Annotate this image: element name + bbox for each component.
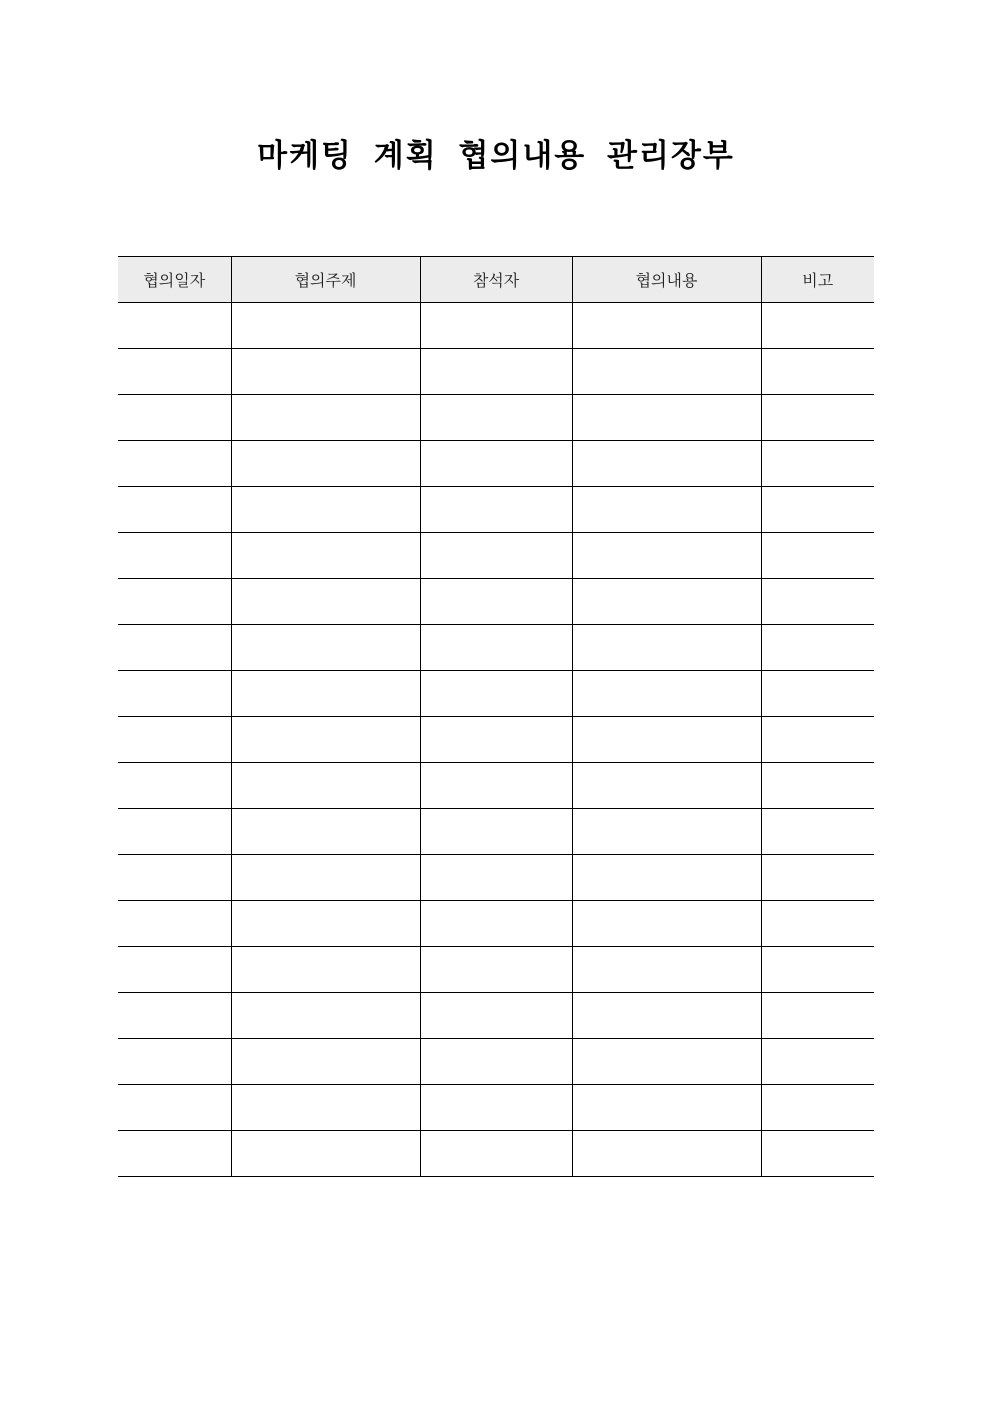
- cell-consult-topic[interactable]: [231, 441, 420, 487]
- cell-consult-content[interactable]: [572, 717, 761, 763]
- cell-consult-content[interactable]: [572, 487, 761, 533]
- cell-consult-date[interactable]: [118, 487, 231, 533]
- cell-remarks[interactable]: [761, 1131, 874, 1177]
- cell-consult-content[interactable]: [572, 947, 761, 993]
- cell-consult-topic[interactable]: [231, 763, 420, 809]
- header-remarks: 비고: [761, 257, 874, 303]
- cell-attendees[interactable]: [420, 901, 572, 947]
- cell-consult-topic[interactable]: [231, 579, 420, 625]
- cell-consult-content[interactable]: [572, 1085, 761, 1131]
- cell-consult-date[interactable]: [118, 809, 231, 855]
- cell-consult-date[interactable]: [118, 625, 231, 671]
- cell-consult-topic[interactable]: [231, 1085, 420, 1131]
- cell-consult-date[interactable]: [118, 1131, 231, 1177]
- cell-consult-content[interactable]: [572, 809, 761, 855]
- cell-consult-content[interactable]: [572, 395, 761, 441]
- cell-attendees[interactable]: [420, 441, 572, 487]
- cell-consult-topic[interactable]: [231, 901, 420, 947]
- cell-consult-topic[interactable]: [231, 487, 420, 533]
- cell-remarks[interactable]: [761, 303, 874, 349]
- cell-consult-topic[interactable]: [231, 947, 420, 993]
- table-row: [118, 1039, 874, 1085]
- cell-consult-content[interactable]: [572, 1039, 761, 1085]
- cell-attendees[interactable]: [420, 625, 572, 671]
- table-row: [118, 671, 874, 717]
- cell-attendees[interactable]: [420, 349, 572, 395]
- cell-remarks[interactable]: [761, 349, 874, 395]
- cell-remarks[interactable]: [761, 579, 874, 625]
- table-row: [118, 809, 874, 855]
- cell-remarks[interactable]: [761, 993, 874, 1039]
- ledger-table: [118, 256, 874, 1177]
- cell-consult-content[interactable]: [572, 901, 761, 947]
- cell-consult-date[interactable]: [118, 671, 231, 717]
- table-body: [118, 303, 874, 1177]
- cell-attendees[interactable]: [420, 303, 572, 349]
- cell-consult-date[interactable]: [118, 303, 231, 349]
- table-row: [118, 487, 874, 533]
- header-consult-date: 협의일자: [118, 257, 231, 303]
- table-row: [118, 625, 874, 671]
- cell-consult-topic[interactable]: [231, 1131, 420, 1177]
- cell-consult-content[interactable]: [572, 533, 761, 579]
- cell-consult-content[interactable]: [572, 303, 761, 349]
- cell-attendees[interactable]: [420, 993, 572, 1039]
- cell-consult-topic[interactable]: [231, 717, 420, 763]
- cell-attendees[interactable]: [420, 671, 572, 717]
- table-row: [118, 395, 874, 441]
- cell-remarks[interactable]: [761, 533, 874, 579]
- cell-consult-topic[interactable]: [231, 993, 420, 1039]
- cell-consult-content[interactable]: [572, 671, 761, 717]
- table-row: [118, 717, 874, 763]
- cell-attendees[interactable]: [420, 763, 572, 809]
- cell-attendees[interactable]: [420, 717, 572, 763]
- cell-consult-content[interactable]: [572, 993, 761, 1039]
- table-row: [118, 947, 874, 993]
- cell-attendees[interactable]: [420, 1085, 572, 1131]
- cell-remarks[interactable]: [761, 671, 874, 717]
- cell-remarks[interactable]: [761, 717, 874, 763]
- cell-consult-date[interactable]: [118, 1085, 231, 1131]
- cell-remarks[interactable]: [761, 901, 874, 947]
- cell-consult-date[interactable]: [118, 901, 231, 947]
- table-row: [118, 441, 874, 487]
- cell-consult-topic[interactable]: [231, 349, 420, 395]
- cell-consult-date[interactable]: [118, 717, 231, 763]
- cell-consult-date[interactable]: [118, 349, 231, 395]
- cell-consult-topic[interactable]: [231, 303, 420, 349]
- page-title: 마케팅 계획 협의내용 관리장부: [257, 138, 735, 174]
- cell-consult-topic[interactable]: [231, 395, 420, 441]
- cell-remarks[interactable]: [761, 395, 874, 441]
- cell-consult-content[interactable]: [572, 763, 761, 809]
- cell-attendees[interactable]: [420, 1039, 572, 1085]
- cell-consult-date[interactable]: [118, 1039, 231, 1085]
- cell-consult-date[interactable]: [118, 533, 231, 579]
- header-consult-topic: 협의주제: [231, 257, 420, 303]
- cell-attendees[interactable]: [420, 809, 572, 855]
- cell-remarks[interactable]: [761, 487, 874, 533]
- table-header-row: [118, 257, 874, 303]
- table-row: [118, 303, 874, 349]
- cell-consult-content[interactable]: [572, 349, 761, 395]
- cell-remarks[interactable]: [761, 855, 874, 901]
- table-row: [118, 349, 874, 395]
- cell-remarks[interactable]: [761, 1039, 874, 1085]
- cell-remarks[interactable]: [761, 1085, 874, 1131]
- cell-attendees[interactable]: [420, 395, 572, 441]
- cell-remarks[interactable]: [761, 763, 874, 809]
- cell-attendees[interactable]: [420, 947, 572, 993]
- table-row: [118, 579, 874, 625]
- cell-consult-content[interactable]: [572, 441, 761, 487]
- cell-attendees[interactable]: [420, 855, 572, 901]
- header-attendees: 참석자: [420, 257, 572, 303]
- cell-remarks[interactable]: [761, 441, 874, 487]
- table-row: [118, 1131, 874, 1177]
- table-row: [118, 993, 874, 1039]
- cell-attendees[interactable]: [420, 533, 572, 579]
- cell-attendees[interactable]: [420, 579, 572, 625]
- cell-consult-content[interactable]: [572, 625, 761, 671]
- cell-attendees[interactable]: [420, 1131, 572, 1177]
- cell-consult-topic[interactable]: [231, 671, 420, 717]
- cell-consult-content[interactable]: [572, 1131, 761, 1177]
- cell-consult-date[interactable]: [118, 579, 231, 625]
- cell-consult-date[interactable]: [118, 947, 231, 993]
- cell-consult-content[interactable]: [572, 579, 761, 625]
- table-row: [118, 763, 874, 809]
- cell-consult-topic[interactable]: [231, 809, 420, 855]
- cell-consult-date[interactable]: [118, 855, 231, 901]
- cell-consult-date[interactable]: [118, 441, 231, 487]
- cell-consult-date[interactable]: [118, 395, 231, 441]
- cell-consult-date[interactable]: [118, 763, 231, 809]
- cell-consult-date[interactable]: [118, 993, 231, 1039]
- cell-remarks[interactable]: [761, 809, 874, 855]
- table-row: [118, 1085, 874, 1131]
- cell-consult-topic[interactable]: [231, 855, 420, 901]
- header-consult-content: 협의내용: [572, 257, 761, 303]
- cell-consult-content[interactable]: [572, 855, 761, 901]
- table-row: [118, 855, 874, 901]
- cell-consult-topic[interactable]: [231, 533, 420, 579]
- cell-consult-topic[interactable]: [231, 625, 420, 671]
- cell-consult-topic[interactable]: [231, 1039, 420, 1085]
- cell-attendees[interactable]: [420, 487, 572, 533]
- cell-remarks[interactable]: [761, 947, 874, 993]
- table-row: [118, 901, 874, 947]
- table-row: [118, 533, 874, 579]
- cell-remarks[interactable]: [761, 625, 874, 671]
